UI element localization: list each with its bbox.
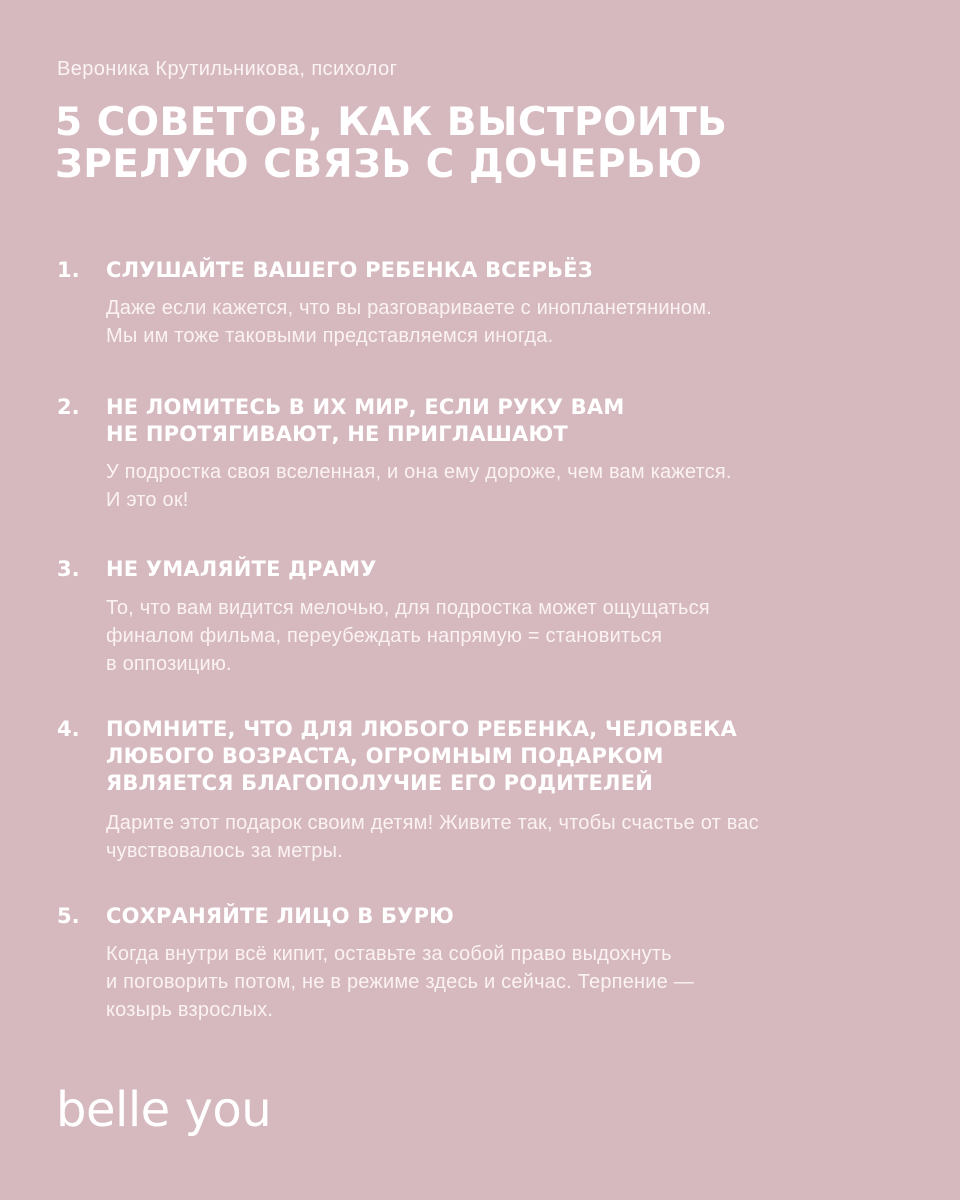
tip-body-line: козырь взрослых. <box>106 999 274 1021</box>
tip-heading <box>106 556 906 583</box>
tip-heading-line: ЯВЛЯЕТСЯ БЛАГОПОЛУЧИЕ ЕГО РОДИТЕЛЕЙ <box>106 771 653 795</box>
tip-body <box>106 458 926 514</box>
tip-body <box>106 594 926 678</box>
tip-body <box>106 294 926 350</box>
tip-number: 3. <box>57 557 80 581</box>
tip-heading-line: СЛУШАЙТЕ ВАШЕГО РЕБЕНКА ВСЕРЬЁЗ <box>106 258 593 282</box>
tip-body-line: Даже если кажется, что вы разговариваете с инопланетянином. <box>106 297 712 319</box>
tip-heading <box>106 716 906 797</box>
tip-body-line: У подростка своя вселенная, и она ему дороже, чем вам кажется. <box>106 461 732 483</box>
tip-body-line: в оппозицию. <box>106 653 232 675</box>
tip-number: 2. <box>57 395 80 419</box>
tip-heading-line: СОХРАНЯЙТЕ ЛИЦО В БУРЮ <box>106 904 455 928</box>
tip-body-line: чувствовалось за метры. <box>106 840 343 862</box>
title-line: 5 СОВЕТОВ, КАК ВЫСТРОИТЬ <box>55 100 728 145</box>
tip-heading <box>106 903 906 930</box>
tip-body-line: финалом фильма, переубеждать напрямую = становиться <box>106 625 663 647</box>
tip-heading-line: НЕ УМАЛЯЙТЕ ДРАМУ <box>106 557 377 581</box>
tip-body-line: Дарите этот подарок своим детям! Живите так, чтобы счастье от вас <box>106 812 759 834</box>
page-title <box>55 102 915 186</box>
tip-heading-line: НЕ ПРОТЯГИВАЮТ, НЕ ПРИГЛАШАЮТ <box>106 422 568 446</box>
tip-heading-line: ПОМНИТЕ, ЧТО ДЛЯ ЛЮБОГО РЕБЕНКА, ЧЕЛОВЕКА <box>106 717 737 741</box>
author-caption: Вероника Крутильникова, психолог <box>57 58 398 80</box>
title-line: ЗРЕЛУЮ СВЯЗЬ С ДОЧЕРЬЮ <box>55 142 703 187</box>
tip-body <box>106 809 926 865</box>
brand-logo: belle you <box>56 1082 272 1138</box>
tip-heading <box>106 394 906 448</box>
tip-body <box>106 940 926 1024</box>
tip-heading-line: НЕ ЛОМИТЕСЬ В ИХ МИР, ЕСЛИ РУКУ ВАМ <box>106 395 625 419</box>
tip-body-line: Когда внутри всё кипит, оставьте за собой право выдохнуть <box>106 943 672 965</box>
tip-body-line: Мы им тоже таковыми представляемся иногда. <box>106 325 554 347</box>
tip-body-line: и поговорить потом, не в режиме здесь и сейчас. Терпение — <box>106 971 694 993</box>
tip-heading-line: ЛЮБОГО ВОЗРАСТА, ОГРОМНЫМ ПОДАРКОМ <box>106 744 664 768</box>
tip-number: 4. <box>57 717 80 741</box>
tip-number: 5. <box>57 904 80 928</box>
tip-body-line: То, что вам видится мелочью, для подростка может ощущаться <box>106 597 710 619</box>
tip-number: 1. <box>57 258 80 282</box>
tip-heading <box>106 257 906 284</box>
tip-body-line: И это ок! <box>106 489 189 511</box>
